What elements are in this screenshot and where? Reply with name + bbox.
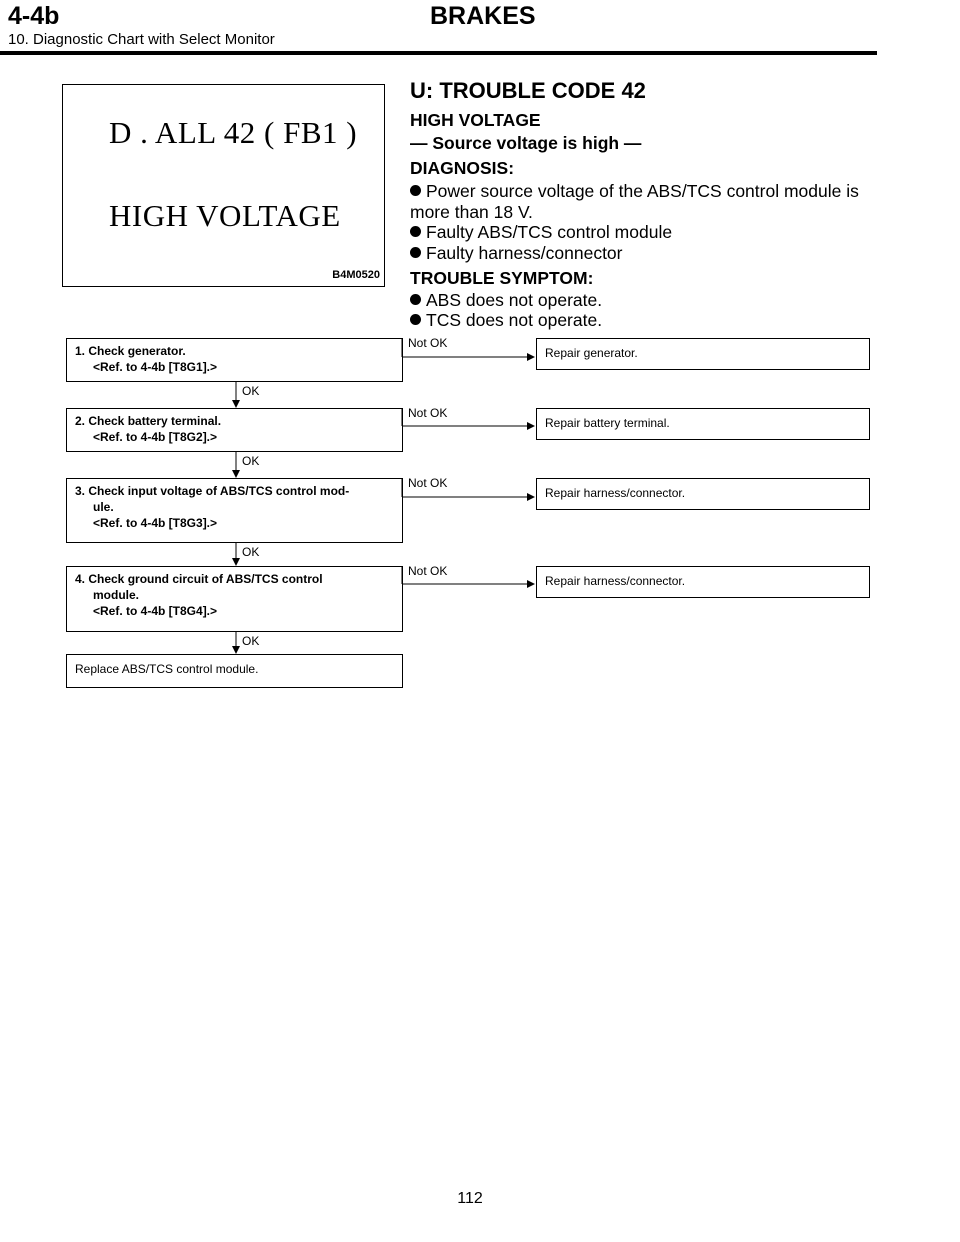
step-title: 1. Check generator. xyxy=(75,344,186,358)
step-title: 4. Check ground circuit of ABS/TCS control xyxy=(75,572,323,586)
figure-code: B4M0520 xyxy=(332,269,380,281)
monitor-line-1: D . ALL 42 ( FB1 ) xyxy=(109,115,358,150)
trouble-code-title: U: TROUBLE CODE 42 xyxy=(410,78,646,103)
section-number: 4-4b xyxy=(8,2,60,30)
symptom-item: ABS does not operate. xyxy=(410,290,602,311)
symptom-item: TCS does not operate. xyxy=(410,310,602,331)
repair-box-3: Repair harness/connector. xyxy=(536,478,870,510)
repair-box-4: Repair harness/connector. xyxy=(536,566,870,598)
step-ref: <Ref. to 4-4b [T8G3].> xyxy=(93,516,218,530)
step-title: 2. Check battery terminal. xyxy=(75,414,222,428)
ok-label: OK xyxy=(242,454,260,468)
final-action-box: Replace ABS/TCS control module. xyxy=(66,654,403,688)
repair-box-2: Repair battery terminal. xyxy=(536,408,870,440)
ok-label: OK xyxy=(242,634,260,648)
diagnosis-heading: DIAGNOSIS: xyxy=(410,158,515,178)
diagnosis-item: Power source voltage of the ABS/TCS control module is more than 18 V. xyxy=(410,181,859,222)
not-ok-label: Not OK xyxy=(408,476,448,490)
chapter-subtitle: 10. Diagnostic Chart with Select Monitor xyxy=(8,31,275,48)
chapter-title: BRAKES xyxy=(430,2,536,30)
page-number: 112 xyxy=(457,1190,483,1207)
flow-step-3 xyxy=(66,478,403,543)
monitor-line-2: HIGH VOLTAGE xyxy=(109,198,341,233)
step-title-cont: ule. xyxy=(93,500,114,514)
step-title-cont: module. xyxy=(93,588,140,602)
diagnosis-item: Faulty ABS/TCS control module xyxy=(410,222,672,243)
trouble-description: — Source voltage is high — xyxy=(410,133,642,153)
trouble-name: HIGH VOLTAGE xyxy=(410,110,541,130)
symptom-heading: TROUBLE SYMPTOM: xyxy=(410,268,594,288)
flow-step-4 xyxy=(66,566,403,632)
not-ok-label: Not OK xyxy=(408,406,448,420)
not-ok-label: Not OK xyxy=(408,336,448,350)
flow-step-1 xyxy=(66,338,403,382)
diagnosis-item: Faulty harness/connector xyxy=(410,243,623,264)
step-ref: <Ref. to 4-4b [T8G4].> xyxy=(93,604,218,618)
repair-box-1: Repair generator. xyxy=(536,338,870,370)
step-ref: <Ref. to 4-4b [T8G1].> xyxy=(93,360,218,374)
ok-label: OK xyxy=(242,384,260,398)
step-title: 3. Check input voltage of ABS/TCS control mod- xyxy=(75,484,350,498)
step-ref: <Ref. to 4-4b [T8G2].> xyxy=(93,430,218,444)
not-ok-label: Not OK xyxy=(408,564,448,578)
ok-label: OK xyxy=(242,545,260,559)
flow-step-2 xyxy=(66,408,403,452)
